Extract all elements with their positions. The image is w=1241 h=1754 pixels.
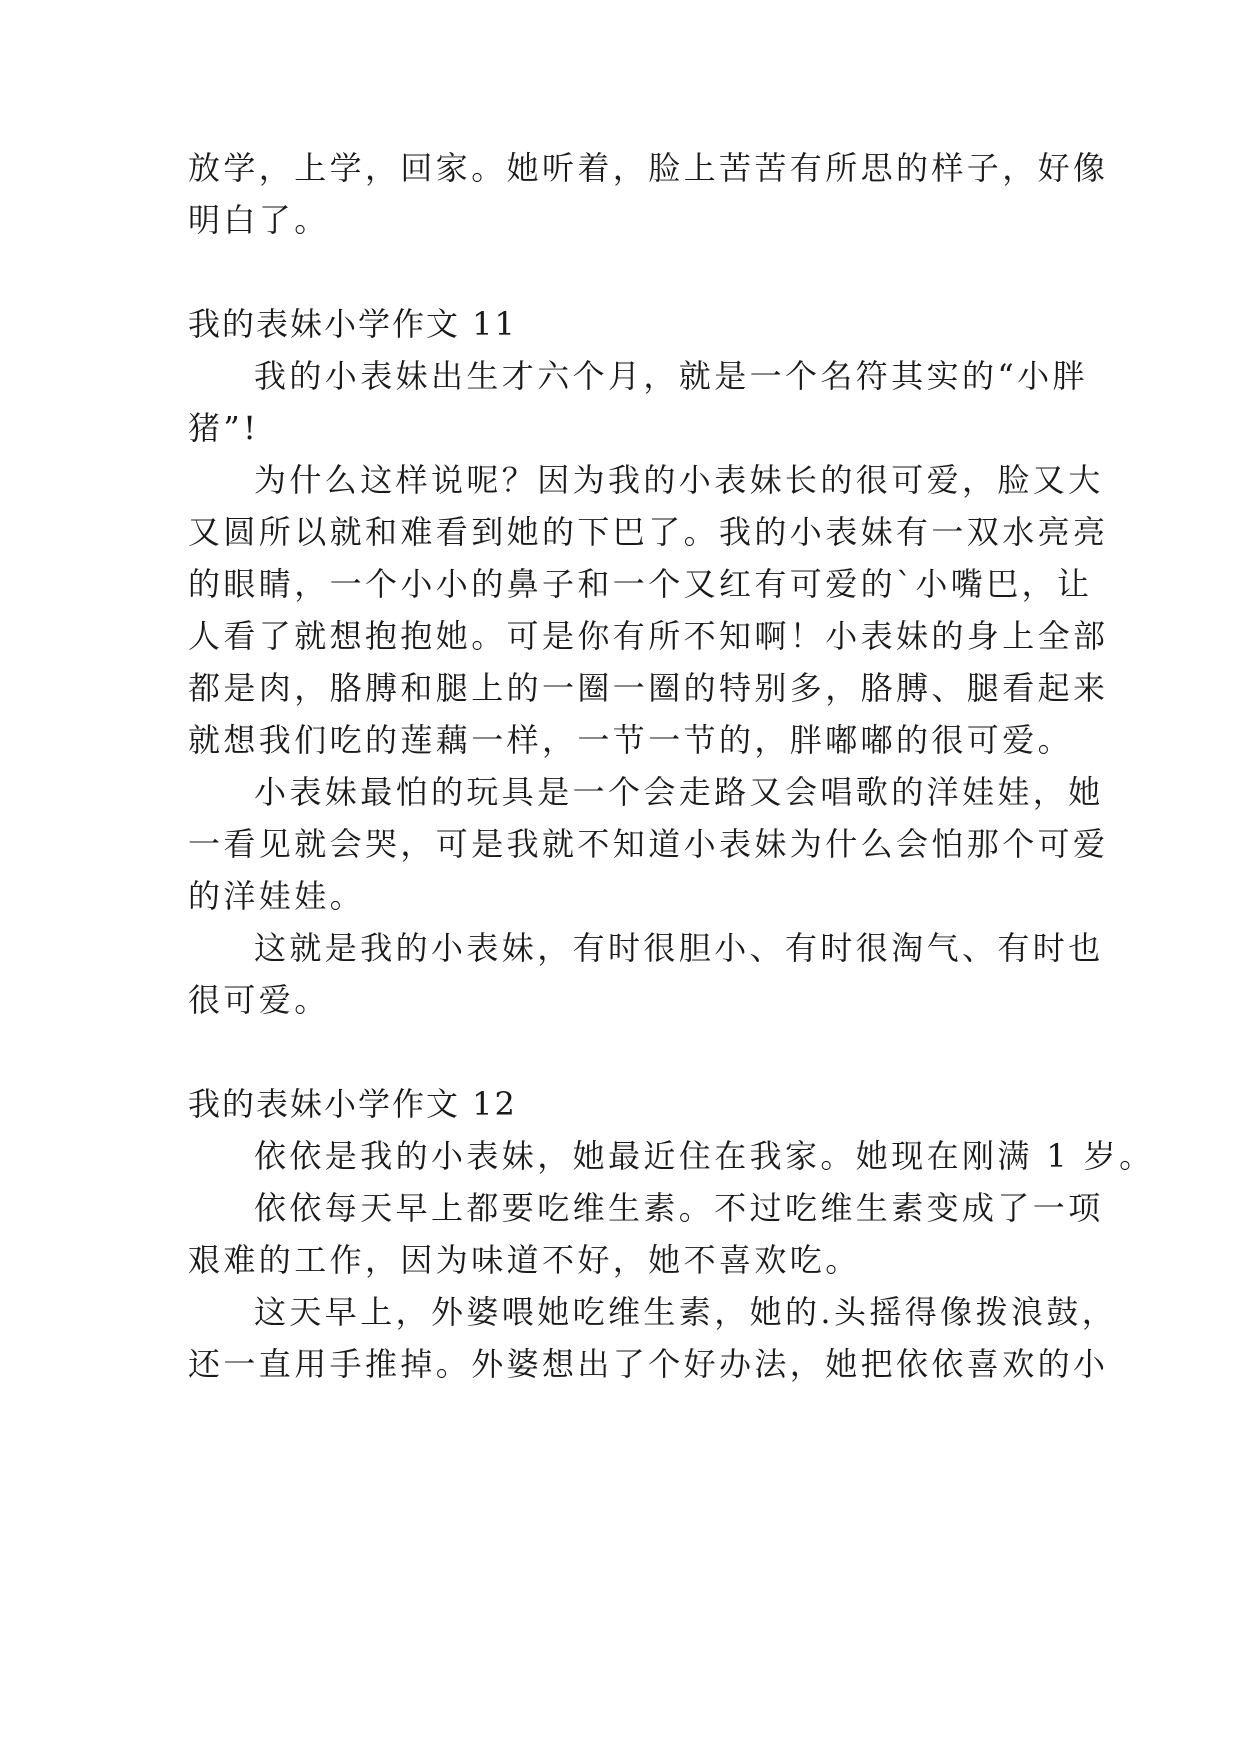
text-line: 一看见就会哭，可是我就不知道小表妹为什么会怕那个可爱 — [188, 825, 1109, 863]
text-line: 依依是我的小表妹，她最近住在我家。她现在刚满 1 岁。 — [254, 1137, 1155, 1175]
text-line: 小表妹最怕的玩具是一个会走路又会唱歌的洋娃娃，她 — [254, 773, 1104, 811]
text-line: 人看了就想抱抱她。可是你有所不知啊！小表妹的身上全部 — [188, 617, 1109, 655]
essay-heading: 我的表妹小学作文 11 — [188, 305, 517, 343]
text-line: 很可爱。 — [188, 981, 330, 1019]
text-line: 我的小表妹出生才六个月，就是一个名符其实的“小胖 — [254, 357, 1088, 395]
text-line: 猪”! — [188, 409, 260, 447]
text-line: 放学，上学，回家。她听着，脸上苦苦有所思的样子，好像 — [188, 149, 1109, 187]
text-line: 为什么这样说呢？因为我的小表妹长的很可爱，脸又大 — [254, 461, 1104, 499]
text-line: 依依每天早上都要吃维生素。不过吃维生素变成了一项 — [254, 1189, 1104, 1227]
text-line: 这天早上，外婆喂她吃维生素，她的.头摇得像拨浪鼓， — [254, 1293, 1118, 1331]
text-line: 又圆所以就和难看到她的下巴了。我的小表妹有一双水亮亮 — [188, 513, 1109, 551]
text-line: 的眼睛，一个小小的鼻子和一个又红有可爱的`小嘴巴，让 — [188, 565, 1093, 603]
text-line: 都是肉，胳膊和腿上的一圈一圈的特别多，胳膊、腿看起来 — [188, 669, 1109, 707]
text-line: 明白了。 — [188, 201, 330, 239]
essay-heading: 我的表妹小学作文 12 — [188, 1085, 517, 1123]
text-line: 这就是我的小表妹，有时很胆小、有时很淘气、有时也 — [254, 929, 1104, 967]
text-line: 艰难的工作，因为味道不好，她不喜欢吃。 — [188, 1241, 861, 1279]
text-line: 就想我们吃的莲藕一样，一节一节的，胖嘟嘟的很可爱。 — [188, 721, 1074, 759]
text-line: 的洋娃娃。 — [188, 877, 366, 915]
text-line: 还一直用手推掉。外婆想出了个好办法，她把依依喜欢的小 — [188, 1345, 1109, 1383]
